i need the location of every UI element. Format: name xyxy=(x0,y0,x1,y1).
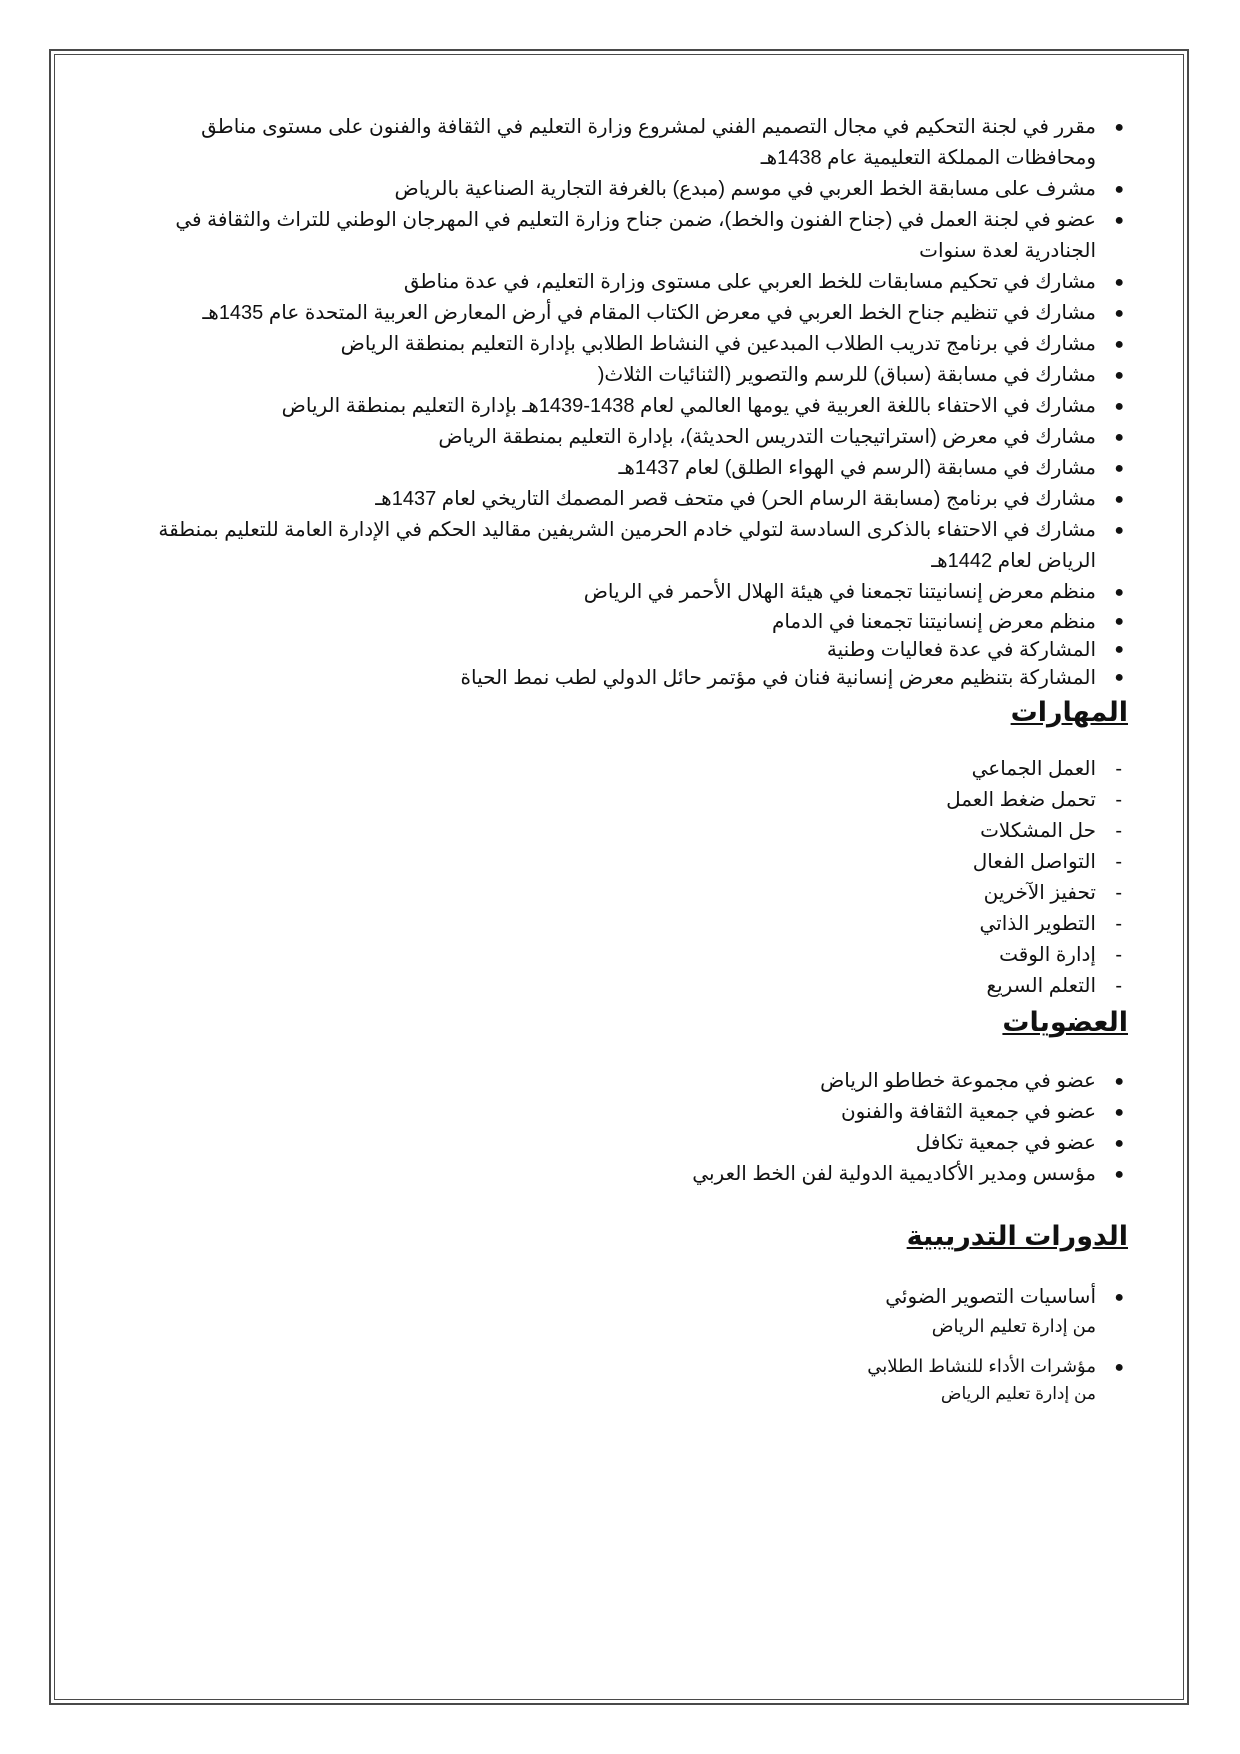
memberships-list xyxy=(112,1066,1128,1190)
membership-item: ● مؤسس ومدير الأكاديمية الدولية لفن الخط العربي xyxy=(112,1159,1128,1190)
skill-item: - التعلم السريع xyxy=(986,975,1122,997)
skill-item: - تحفيز الآخرين xyxy=(983,882,1122,904)
courses-heading: الدورات التدريبية xyxy=(906,1221,1128,1251)
activity-item: ● المشاركة بتنظيم معرض إنسانية فنان في مؤتمر حائل الدولي لطب نمط الحياة xyxy=(112,664,1128,692)
activity-item: ● مشارك في الاحتفاء بالذكرى السادسة لتولي خادم الحرمين الشريفين مقاليد الحكم في الإدارة العامة للتعليم بمنطقة الرياض لعام 1442هـ xyxy=(112,515,1128,577)
membership-item: ● عضو في جمعية الثقافة والفنون xyxy=(112,1097,1128,1128)
bullet-icon: ● xyxy=(1114,584,1124,601)
activity-item: ● عضو في لجنة العمل في (جناح الفنون والخط)، ضمن جناح وزارة التعليم في المهرجان الوطني للتراث والثقافة في الجنادرية لعدة سنوات xyxy=(112,205,1128,267)
activity-item: ● منظم معرض إنسانيتنا تجمعنا في الدمام xyxy=(112,608,1128,636)
skills-heading: المهارات xyxy=(1010,697,1128,727)
skills-list xyxy=(112,754,1128,1002)
activity-item: ● مشارك في تنظيم جناح الخط العربي في معرض الكتاب المقام في أرض المعارض العربية المتحدة عام 1435هـ xyxy=(112,298,1128,329)
skill-item: - التطوير الذاتي xyxy=(979,913,1122,935)
bullet-icon: ● xyxy=(1114,212,1124,229)
skill-item: - العمل الجماعي xyxy=(971,758,1122,780)
bullet-icon: ● xyxy=(1114,522,1124,539)
cv-content xyxy=(112,112,1128,1407)
bullet-icon: ● xyxy=(1114,613,1124,630)
bullet-icon: ● xyxy=(1114,1073,1124,1090)
bullet-icon: ● xyxy=(1114,305,1124,322)
activity-item: ● المشاركة في عدة فعاليات وطنية xyxy=(112,636,1128,664)
bullet-icon: ● xyxy=(1114,1135,1124,1152)
bullet-icon: ● xyxy=(1114,181,1124,198)
membership-item: ● عضو في مجموعة خطاطو الرياض xyxy=(112,1066,1128,1097)
bullet-icon: ● xyxy=(1114,274,1124,291)
activity-item: ● مشارك في برنامج تدريب الطلاب المبدعين في النشاط الطلابي بإدارة التعليم بمنطقة الرياض xyxy=(112,329,1128,360)
memberships-heading: العضويات xyxy=(1002,1007,1128,1037)
courses-list xyxy=(112,1282,1128,1407)
course-item: ● أساسيات التصوير الضوئي من إدارة تعليم الرياض xyxy=(112,1282,1128,1340)
skill-item: - حل المشكلات xyxy=(980,820,1122,842)
activity-item: ● منظم معرض إنسانيتنا تجمعنا في هيئة الهلال الأحمر في الرياض xyxy=(112,577,1128,608)
bullet-icon: ● xyxy=(1114,460,1124,477)
course-item: ● مؤشرات الأداء للنشاط الطلابي من إدارة تعليم الرياض xyxy=(112,1352,1128,1407)
skill-item: - تحمل ضغط العمل xyxy=(946,789,1122,811)
membership-item: ● عضو في جمعية تكافل xyxy=(112,1128,1128,1159)
bullet-icon: ● xyxy=(1114,1289,1124,1306)
bullet-icon: ● xyxy=(1114,398,1124,415)
bullet-icon: ● xyxy=(1114,119,1124,136)
bullet-icon: ● xyxy=(1114,429,1124,446)
activity-item: ● مشرف على مسابقة الخط العربي في موسم (مبدع) بالغرفة التجارية الصناعية بالرياض xyxy=(112,174,1128,205)
skill-item: - إدارة الوقت xyxy=(999,944,1122,966)
activity-item: ● مشارك في تحكيم مسابقات للخط العربي على مستوى وزارة التعليم، في عدة مناطق xyxy=(112,267,1128,298)
bullet-icon: ● xyxy=(1114,669,1124,686)
activity-item: ● مشارك في الاحتفاء باللغة العربية في يومها العالمي لعام 1438-1439هـ بإدارة التعليم بمنطقة الرياض xyxy=(112,391,1128,422)
bullet-icon: ● xyxy=(1114,1359,1124,1376)
bullet-icon: ● xyxy=(1114,491,1124,508)
activity-item: ● مقرر في لجنة التحكيم في مجال التصميم الفني لمشروع وزارة التعليم في الثقافة والفنون على مستوى مناطق ومحافظات المملكة التعليمية عام 1438هـ xyxy=(112,112,1128,174)
bullet-icon: ● xyxy=(1114,336,1124,353)
bullet-icon: ● xyxy=(1114,367,1124,384)
activity-item: ● مشارك في مسابقة (سباق) للرسم والتصوير (الثنائيات الثلاث( xyxy=(112,360,1128,391)
bullet-icon: ● xyxy=(1114,641,1124,658)
activity-item: ● مشارك في معرض (استراتيجيات التدريس الحديثة)، بإدارة التعليم بمنطقة الرياض xyxy=(112,422,1128,453)
activity-item: ● مشارك في مسابقة (الرسم في الهواء الطلق) لعام 1437هـ xyxy=(112,453,1128,484)
skill-item: - التواصل الفعال xyxy=(972,851,1122,873)
bullet-icon: ● xyxy=(1114,1104,1124,1121)
activity-item: ● مشارك في برنامج (مسابقة الرسام الحر) في متحف قصر المصمك التاريخي لعام 1437هـ xyxy=(112,484,1128,515)
bullet-icon: ● xyxy=(1114,1166,1124,1183)
activities-list xyxy=(112,112,1128,692)
